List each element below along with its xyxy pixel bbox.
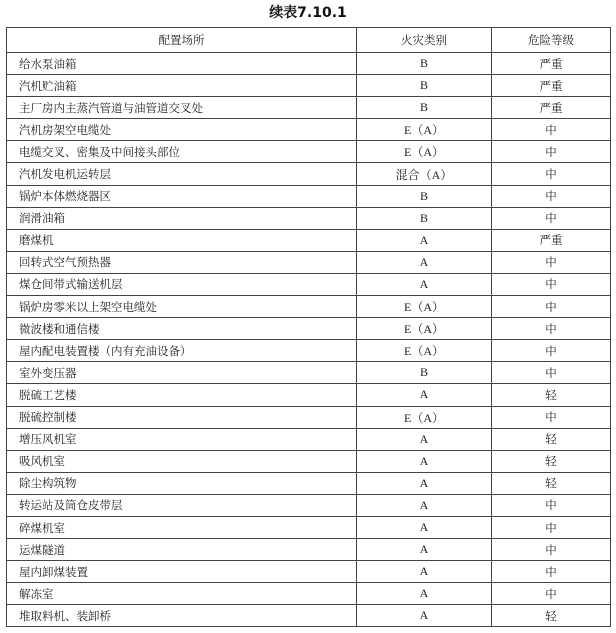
table-row	[7, 97, 611, 119]
table-row	[7, 141, 611, 163]
fire-class-cell: 混合（A）	[357, 163, 492, 185]
table-row	[7, 207, 611, 229]
table-row	[7, 119, 611, 141]
table-row	[7, 428, 611, 450]
place-cell: 吸风机室	[7, 450, 357, 472]
place-cell: 运煤隧道	[7, 539, 357, 561]
table-row	[7, 450, 611, 472]
table-header-row	[7, 28, 611, 53]
fire-class-cell: A	[357, 229, 492, 251]
fire-class-cell: B	[357, 362, 492, 384]
hazard-level-cell: 中	[492, 273, 611, 295]
hazard-level-cell: 严重	[492, 75, 611, 97]
table-row	[7, 583, 611, 605]
table-body	[7, 53, 611, 627]
fire-class-cell: B	[357, 185, 492, 207]
fire-class-cell: B	[357, 97, 492, 119]
hazard-level-cell: 中	[492, 561, 611, 583]
table-row	[7, 229, 611, 251]
table-row	[7, 53, 611, 75]
table-row	[7, 340, 611, 362]
fire-class-cell: A	[357, 450, 492, 472]
fire-class-cell: A	[357, 384, 492, 406]
place-cell: 堆取料机、装卸桥	[7, 605, 357, 627]
fire-class-cell: E（A）	[357, 318, 492, 340]
fire-class-cell: A	[357, 605, 492, 627]
header-fire-class: 火灾类别	[357, 28, 492, 53]
table-row	[7, 185, 611, 207]
table-row	[7, 296, 611, 318]
place-cell: 脱硫工艺楼	[7, 384, 357, 406]
table-row	[7, 273, 611, 295]
place-cell: 电缆交叉、密集及中间接头部位	[7, 141, 357, 163]
place-cell: 回转式空气预热器	[7, 251, 357, 273]
fire-class-cell: E（A）	[357, 119, 492, 141]
hazard-level-cell: 中	[492, 516, 611, 538]
place-cell: 屋内配电装置楼（内有充油设备）	[7, 340, 357, 362]
hazard-level-cell: 中	[492, 362, 611, 384]
hazard-level-cell: 严重	[492, 229, 611, 251]
fire-class-cell: A	[357, 494, 492, 516]
hazard-level-cell: 中	[492, 318, 611, 340]
place-cell: 润滑油箱	[7, 207, 357, 229]
table-row	[7, 605, 611, 627]
hazard-level-cell: 中	[492, 185, 611, 207]
place-cell: 汽机贮油箱	[7, 75, 357, 97]
table-row	[7, 406, 611, 428]
hazard-level-cell: 中	[492, 406, 611, 428]
fire-class-cell: A	[357, 273, 492, 295]
table-row	[7, 75, 611, 97]
hazard-level-cell: 中	[492, 296, 611, 318]
hazard-level-cell: 中	[492, 539, 611, 561]
table-row	[7, 362, 611, 384]
hazard-level-cell: 中	[492, 340, 611, 362]
fire-class-cell: A	[357, 251, 492, 273]
table-row	[7, 516, 611, 538]
place-cell: 磨煤机	[7, 229, 357, 251]
hazard-level-cell: 中	[492, 494, 611, 516]
place-cell: 给水泵油箱	[7, 53, 357, 75]
hazard-level-cell: 轻	[492, 450, 611, 472]
place-cell: 汽机房架空电缆处	[7, 119, 357, 141]
hazard-level-cell: 轻	[492, 428, 611, 450]
table-row	[7, 561, 611, 583]
hazard-level-cell: 严重	[492, 97, 611, 119]
fire-class-cell: B	[357, 207, 492, 229]
fire-class-cell: B	[357, 53, 492, 75]
table-row	[7, 251, 611, 273]
place-cell: 室外变压器	[7, 362, 357, 384]
fire-class-cell: A	[357, 516, 492, 538]
place-cell: 锅炉本体燃烧器区	[7, 185, 357, 207]
place-cell: 主厂房内主蒸汽管道与油管道交叉处	[7, 97, 357, 119]
fire-class-cell: A	[357, 428, 492, 450]
place-cell: 增压风机室	[7, 428, 357, 450]
table-row	[7, 539, 611, 561]
place-cell: 煤仓间带式输送机层	[7, 273, 357, 295]
fire-class-cell: A	[357, 561, 492, 583]
place-cell: 碎煤机室	[7, 516, 357, 538]
table-row	[7, 163, 611, 185]
header-place: 配置场所	[7, 28, 357, 53]
fire-class-cell: A	[357, 583, 492, 605]
hazard-level-cell: 中	[492, 207, 611, 229]
hazard-level-cell: 严重	[492, 53, 611, 75]
fire-extinguisher-config-table	[6, 27, 611, 627]
place-cell: 除尘构筑物	[7, 472, 357, 494]
place-cell: 汽机发电机运转层	[7, 163, 357, 185]
hazard-level-cell: 中	[492, 163, 611, 185]
place-cell: 屋内卸煤装置	[7, 561, 357, 583]
fire-class-cell: E（A）	[357, 296, 492, 318]
fire-class-cell: A	[357, 539, 492, 561]
hazard-level-cell: 中	[492, 119, 611, 141]
fire-class-cell: A	[357, 472, 492, 494]
hazard-level-cell: 中	[492, 251, 611, 273]
hazard-level-cell: 轻	[492, 472, 611, 494]
table-row	[7, 384, 611, 406]
hazard-level-cell: 轻	[492, 605, 611, 627]
fire-class-cell: E（A）	[357, 141, 492, 163]
table-row	[7, 494, 611, 516]
fire-class-cell: E（A）	[357, 340, 492, 362]
hazard-level-cell: 中	[492, 141, 611, 163]
fire-class-cell: E（A）	[357, 406, 492, 428]
hazard-level-cell: 中	[492, 583, 611, 605]
place-cell: 脱硫控制楼	[7, 406, 357, 428]
place-cell: 微波楼和通信楼	[7, 318, 357, 340]
place-cell: 转运站及筒仓皮带层	[7, 494, 357, 516]
place-cell: 锅炉房零米以上架空电缆处	[7, 296, 357, 318]
header-hazard-level: 危险等级	[492, 28, 611, 53]
fire-class-cell: B	[357, 75, 492, 97]
table-caption: 续表7.10.1	[269, 5, 347, 21]
hazard-level-cell: 轻	[492, 384, 611, 406]
table-row	[7, 472, 611, 494]
table-row	[7, 318, 611, 340]
place-cell: 解冻室	[7, 583, 357, 605]
